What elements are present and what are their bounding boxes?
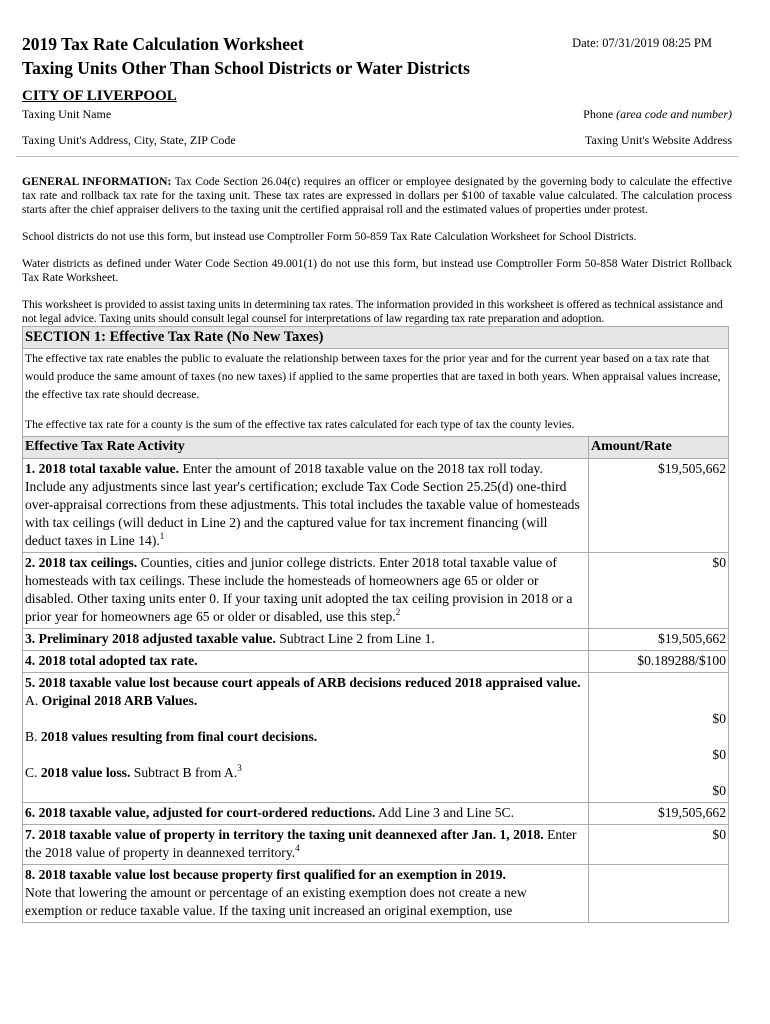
line-1-label: 1. 2018 total taxable value. — [25, 461, 180, 476]
line-8-label: 8. 2018 taxable value lost because property first qualified for an exemption in 2019. — [25, 867, 506, 882]
header — [22, 32, 732, 157]
col-header-activity: Effective Tax Rate Activity — [23, 437, 589, 459]
general-paragraph-3: Water districts as defined under Water Code Section 49.001(1) do not use this form, but instead use Comptroller Form 50-858 Water District Rollback Tax Rate Worksheet. — [22, 257, 732, 284]
general-text-1: Tax Code Section 26.04(c) requires an officer or employee designated by the governing body to calculate the effective tax rate and rollback tax rate for the taxing unit. These tax rates are expressed in dollars per $100 of taxable value calculated. The calculation process starts after the chief appraiser delivers to the taxing unit the certified appraisal roll and the estimated values of properties under protest. — [22, 175, 732, 216]
line-4-label: 4. 2018 total adopted tax rate. — [25, 653, 198, 668]
line-2-row — [23, 553, 729, 629]
worksheet-page — [22, 32, 732, 923]
line-4-desc — [23, 651, 589, 673]
line-5c-prefix: C. — [25, 765, 41, 780]
worksheet-subtitle: Taxing Units Other Than School Districts or Water Districts — [22, 58, 470, 78]
line-5-amounts — [589, 673, 729, 803]
line-2-desc — [23, 553, 589, 629]
line-5a-amount: $0 — [712, 711, 727, 726]
line-5c-label: 2018 value loss. — [40, 765, 131, 780]
line-1-row — [23, 459, 729, 553]
section1-intro-1: The effective tax rate enables the public to evaluate the relationship between taxes for the prior year and for the current year based on a tax rate that would produce the same amount of taxes (no new taxes) if applied to the same properties that are taxed in both years. When appraisal values increase, the effective tax rate should decrease. — [25, 352, 721, 401]
address-label: Taxing Unit's Address, City, State, ZIP Code — [22, 133, 236, 147]
line-5b-label: 2018 values resulting from final court decisions. — [40, 729, 318, 744]
section1-intro — [23, 349, 729, 437]
line-1-footnote: 1 — [159, 531, 165, 541]
line-6-row — [23, 803, 729, 825]
section1-intro-2: The effective tax rate for a county is the sum of the effective tax rates calculated for each type of tax the county levies. — [25, 418, 575, 431]
line-8-text: Note that lowering the amount or percentage of an existing exemption does not create a new exemption or reduce taxable value. If the taxing unit increased an original exemption, use — [25, 885, 527, 918]
header-row-address-website — [22, 132, 732, 148]
line-7-row — [23, 825, 729, 865]
section1-title: SECTION 1: Effective Tax Rate (No New Taxes) — [23, 327, 729, 349]
line-8-row — [23, 865, 729, 923]
line-2-footnote: 2 — [395, 607, 401, 617]
line-2-text: Counties, cities and junior college districts. Enter 2018 total taxable value of homesteads with tax ceilings. These include the homesteads of homeowners age 65 or older or disabled. Other taxing units enter 0. If your taxing unit adopted the tax ceiling provision in 2018 or a prior year for homeowners age 65 or older or disabled, use this step. — [25, 555, 573, 624]
line-4-row — [23, 651, 729, 673]
general-paragraph-2: School districts do not use this form, but instead use Comptroller Form 50-859 Tax Rate Calculation Worksheet for School Districts. — [22, 230, 637, 243]
line-3-label: 3. Preliminary 2018 adjusted taxable value. — [25, 631, 276, 646]
general-paragraph-1 — [22, 175, 732, 217]
general-lead: GENERAL INFORMATION: — [22, 175, 172, 188]
line-1-text: Enter the amount of 2018 taxable value on the 2018 tax roll today. Include any adjustments since last year's certification; exclude Tax Code Section 25.25(d) one-third over-appraisal corrections from these adjustments. This total includes the taxable value of homesteads with tax ceilings (will deduct in Line 2) and the captured value for tax increment financing (will deduct taxes in Line 14). — [25, 461, 580, 548]
line-4-amount: $0.189288/$100 — [589, 651, 729, 673]
line-2-label: 2. 2018 tax ceilings. — [25, 555, 138, 570]
line-7-desc — [23, 825, 589, 865]
date-stamp: Date: 07/31/2019 08:25 PM — [572, 36, 712, 50]
taxing-unit-name-label: Taxing Unit Name — [22, 107, 112, 121]
header-row-name-phone — [22, 106, 732, 122]
line-8-amount — [589, 865, 729, 923]
col-header-amount: Amount/Rate — [589, 437, 729, 459]
worksheet-title: 2019 Tax Rate Calculation Worksheet — [22, 34, 304, 54]
phone-label-wrap — [583, 106, 732, 122]
line-5-label: 5. 2018 taxable value lost because court appeals of ARB decisions reduced 2018 appraised value. — [25, 675, 581, 690]
line-5c — [25, 764, 586, 782]
line-3-row — [23, 629, 729, 651]
phone-note: (area code and number) — [616, 107, 732, 121]
line-6-amount: $19,505,662 — [589, 803, 729, 825]
line-5b-amount: $0 — [712, 747, 727, 762]
line-6-label: 6. 2018 taxable value, adjusted for court-ordered reductions. — [25, 805, 376, 820]
line-5a-prefix: A. — [25, 693, 42, 708]
taxing-unit-name: CITY OF LIVERPOOL — [22, 88, 177, 104]
line-1-amount: $19,505,662 — [589, 459, 729, 553]
line-5b-prefix: B. — [25, 729, 41, 744]
line-3-text: Subtract Line 2 from Line 1. — [275, 631, 435, 646]
line-3-amount: $19,505,662 — [589, 629, 729, 651]
line-1-desc — [23, 459, 589, 553]
line-5b — [25, 728, 586, 746]
line-5-row — [23, 673, 729, 803]
line-7-label: 7. 2018 taxable value of property in territory the taxing unit deannexed after Jan. 1, 2018. — [25, 827, 544, 842]
line-5c-text: Subtract B from A. — [130, 765, 238, 780]
section1-table — [22, 326, 729, 923]
line-5c-footnote: 3 — [237, 763, 242, 773]
line-8-desc — [23, 865, 589, 923]
line-7-text: Enter the 2018 value of property in deannexed territory. — [25, 827, 577, 860]
line-3-desc — [23, 629, 589, 651]
website-label: Taxing Unit's Website Address — [584, 133, 732, 147]
line-7-footnote: 4 — [295, 843, 300, 853]
line-5-desc — [23, 673, 589, 803]
line-5c-amount: $0 — [712, 783, 727, 798]
line-5a — [25, 692, 586, 710]
line-7-amount: $0 — [589, 825, 729, 865]
line-2-amount: $0 — [589, 553, 729, 629]
line-6-text: Add Line 3 and Line 5C. — [375, 805, 514, 820]
phone-label: Phone — [583, 107, 614, 121]
header-divider — [16, 156, 738, 157]
general-paragraph-4: This worksheet is provided to assist taxing units in determining tax rates. The information provided in this worksheet is offered as technical assistance and not legal advice. Taxing units should consult legal counsel for interpretations of law regarding tax rate preparation and adoption. — [22, 298, 723, 325]
general-information — [22, 175, 732, 326]
line-6-desc — [23, 803, 589, 825]
line-5a-label: Original 2018 ARB Values. — [41, 693, 198, 708]
